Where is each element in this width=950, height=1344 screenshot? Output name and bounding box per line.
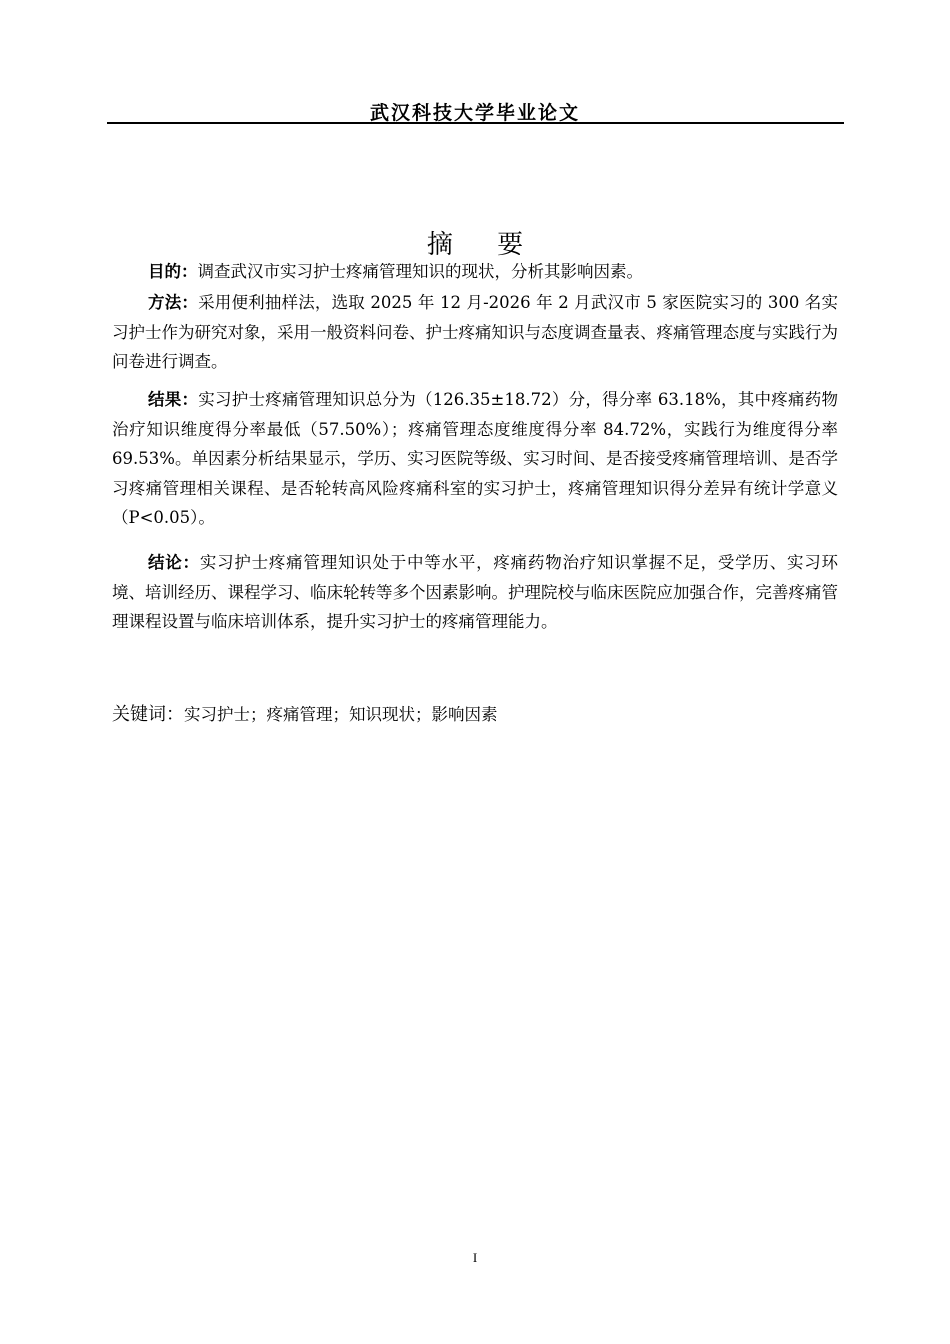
header-divider	[107, 122, 844, 124]
method-text: 采用便利抽样法，选取 2025 年 12 月-2026 年 2 月武汉市 5 家医院实习的 300 名实习护士作为研究对象，采用一般资料问卷、护士疼痛知识与态度调查量表、疼痛管理态度与实践行为问卷进行调查。	[112, 293, 838, 371]
keywords-text: 实习护士；疼痛管理；知识现状；影响因素	[184, 705, 498, 724]
purpose-label: 目的：	[148, 262, 198, 281]
running-header-title: 武汉科技大学毕业论文	[369, 102, 580, 124]
page-number: I	[472, 1250, 478, 1265]
purpose-text: 调查武汉市实习护士疼痛管理知识的现状，分析其影响因素。	[197, 262, 643, 281]
method-label: 方法：	[148, 293, 199, 312]
abstract-purpose-paragraph	[112, 257, 838, 287]
abstract-heading: 摘 要	[426, 230, 542, 260]
abstract-conclusion-paragraph	[112, 548, 838, 637]
keywords-label: 关键词：	[112, 704, 184, 725]
keywords-line	[112, 700, 498, 726]
abstract-method-paragraph	[112, 288, 838, 377]
results-text: 实习护士疼痛管理知识总分为（126.35±18.72）分，得分率 63.18%，其中疼痛药物治疗知识维度得分率最低（57.50%）；疼痛管理态度维度得分率 84.72%，实践行为维度得分率 69.53%。单因素分析结果显示，学历、实习医院等级、实习时间、是否接受疼痛管理培训、是否学习疼痛管理相关课程、是否轮转高风险疼痛科室的实习护士，疼痛管理知识得分差异有统计学意义（P<0.05）。	[112, 390, 838, 527]
results-label: 结果：	[148, 390, 199, 409]
conclusion-text: 实习护士疼痛管理知识处于中等水平，疼痛药物治疗知识掌握不足，受学历、实习环境、培训经历、课程学习、临床轮转等多个因素影响。护理院校与临床医院应加强合作，完善疼痛管理课程设置与临床培训体系，提升实习护士的疼痛管理能力。	[112, 553, 839, 631]
abstract-results-paragraph	[112, 385, 838, 533]
conclusion-label: 结论：	[148, 553, 200, 572]
